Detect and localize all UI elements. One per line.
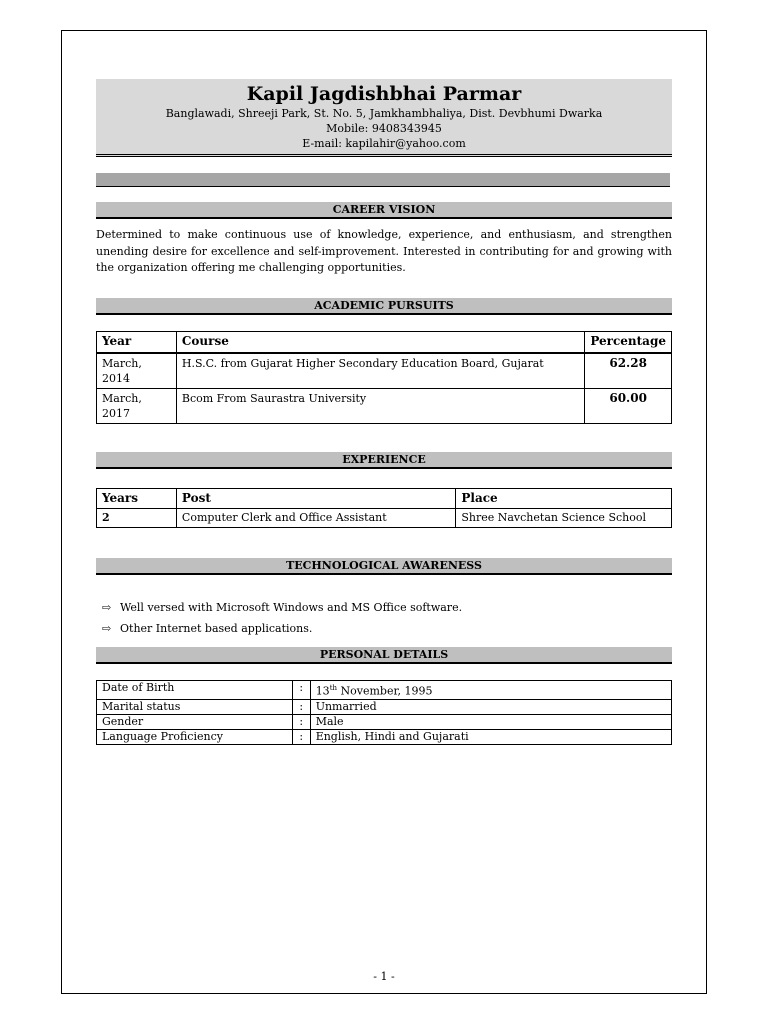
right-arrow-icon: ⇨ <box>102 622 112 635</box>
value-cell <box>310 681 671 700</box>
years-cell: 2 <box>97 509 177 528</box>
list-item-text: Well versed with Microsoft Windows and MS Office software. <box>120 601 463 614</box>
label-cell: Gender <box>97 714 293 729</box>
place-cell: Shree Navchetan Science School <box>456 509 672 528</box>
table-row <box>97 681 672 700</box>
percentage-cell: 60.00 <box>585 389 672 424</box>
column-header: Course <box>176 332 584 354</box>
table-row <box>97 729 672 744</box>
column-header: Years <box>97 489 177 509</box>
address: Banglawadi, Shreeji Park, St. No. 5, Jamkhambhaliya, Dist. Devbhumi Dwarka <box>165 107 603 120</box>
separator: : <box>292 714 310 729</box>
divider-bar <box>96 173 670 187</box>
label-cell: Date of Birth <box>97 681 293 700</box>
separator: : <box>292 729 310 744</box>
list-item-text: Other Internet based applications. <box>120 622 313 635</box>
table-row <box>97 353 672 389</box>
label-cell: Marital status <box>97 699 293 714</box>
page-number: - 1 - <box>373 970 395 983</box>
dob-day: 13 <box>315 684 330 698</box>
table-row <box>97 699 672 714</box>
section-academic: ACADEMIC PURSUITS <box>96 298 672 315</box>
candidate-name: Kapil Jagdishbhai Parmar <box>246 83 522 105</box>
academic-table <box>96 331 672 424</box>
separator: : <box>292 681 310 700</box>
table-row <box>97 389 672 424</box>
value-cell: Male <box>310 714 671 729</box>
percentage-cell: 62.28 <box>585 353 672 389</box>
table-header-row <box>97 332 672 354</box>
experience-table <box>96 488 672 528</box>
table-header-row <box>97 489 672 509</box>
separator: : <box>292 699 310 714</box>
column-header: Post <box>176 489 455 509</box>
section-personal: PERSONAL DETAILS <box>96 647 672 664</box>
section-experience: EXPERIENCE <box>96 452 672 469</box>
course-cell: Bcom From Saurastra University <box>176 389 584 424</box>
label-cell: Language Proficiency <box>97 729 293 744</box>
column-header: Year <box>97 332 177 354</box>
dob-suffix: th <box>329 684 338 692</box>
career-vision-text: Determined to make continuous use of knowledge, experience, and enthusiasm, and strengthen unending desire for excellence and self-improvement. Interested in contributing for and growing with the organization offering me challenging opportunities. <box>96 228 672 274</box>
value-cell: English, Hindi and Gujarati <box>310 729 671 744</box>
header-block <box>96 79 672 157</box>
year-cell: March, 2014 <box>97 353 177 389</box>
value-cell: Unmarried <box>310 699 671 714</box>
year-cell: March, 2017 <box>97 389 177 424</box>
tech-list <box>102 597 462 639</box>
post-cell: Computer Clerk and Office Assistant <box>176 509 455 528</box>
section-tech: TECHNOLOGICAL AWARENESS <box>96 558 672 575</box>
dob-month-year: November, 1995 <box>337 684 433 698</box>
email: E-mail: kapilahir@yahoo.com <box>302 137 466 150</box>
table-row <box>97 509 672 528</box>
column-header: Place <box>456 489 672 509</box>
section-career-vision: CAREER VISION <box>96 202 672 219</box>
column-header: Percentage <box>585 332 672 354</box>
personal-table <box>96 680 672 745</box>
course-cell: H.S.C. from Gujarat Higher Secondary Education Board, Gujarat <box>176 353 584 389</box>
list-item <box>102 597 462 618</box>
right-arrow-icon: ⇨ <box>102 601 112 614</box>
list-item <box>102 618 462 639</box>
table-row <box>97 714 672 729</box>
mobile: Mobile: 9408343945 <box>326 122 442 135</box>
